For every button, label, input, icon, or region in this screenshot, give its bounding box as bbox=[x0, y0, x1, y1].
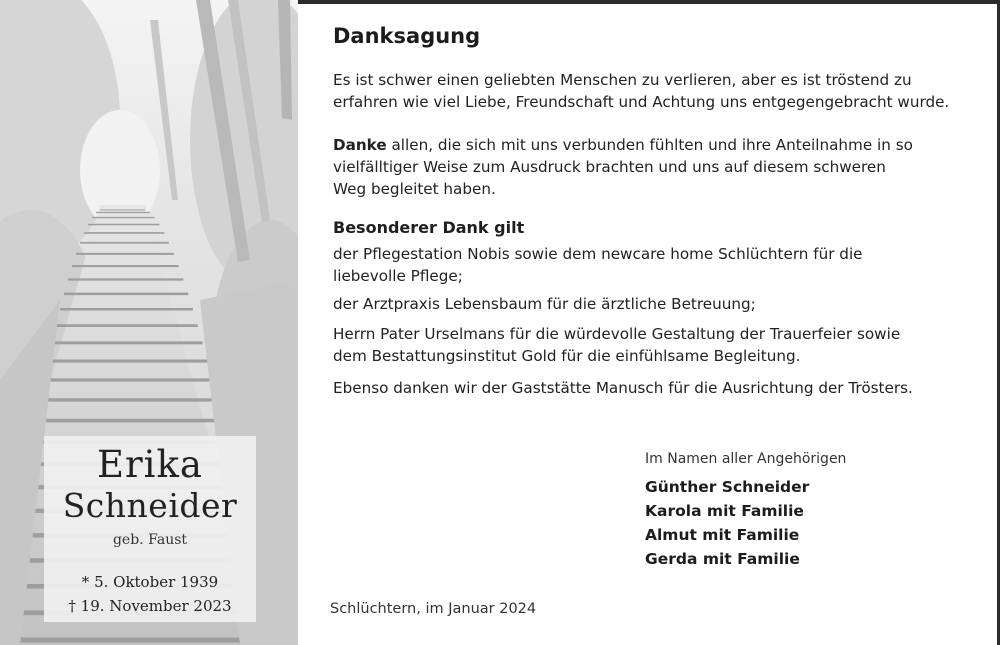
special-line-2: liebevolle Pflege; bbox=[333, 267, 463, 285]
special-line-3: der Arztpraxis Lebensbaum für die ärztliche Betreuung; bbox=[333, 295, 756, 313]
signoff-name-4: Gerda mit Familie bbox=[645, 550, 800, 568]
place-and-date: Schlüchtern, im Januar 2024 bbox=[330, 601, 537, 617]
special-thanks-heading: Besonderer Dank gilt bbox=[333, 218, 525, 237]
deceased-first-name: Erika bbox=[96, 443, 203, 486]
special-line-4: Herrn Pater Urselmans für die würdevolle Gestaltung der Trauerfeier sowie bbox=[333, 325, 901, 343]
deceased-maiden-name: geb. Faust bbox=[112, 532, 188, 548]
intro-line-2: erfahren wie viel Liebe, Freundschaft und Achtung uns entgegengebracht wurde. bbox=[333, 93, 950, 111]
name-plate bbox=[44, 436, 256, 622]
special-line-5: dem Bestattungsinstitut Gold für die einfühlsame Begleitung. bbox=[333, 347, 801, 365]
signoff-intro: Im Namen aller Angehörigen bbox=[645, 451, 847, 467]
forest-stairs-photo bbox=[0, 0, 298, 645]
death-date: † 19. November 2023 bbox=[68, 597, 232, 615]
thanks-line-2: vielfälltiger Weise zum Ausdruck brachten und uns auf diesem schweren bbox=[333, 158, 886, 176]
intro-line-1: Es ist schwer einen geliebten Menschen zu verlieren, aber es ist tröstend zu bbox=[333, 71, 912, 89]
thanks-bold-word: Danke bbox=[333, 136, 387, 154]
thanks-line-1-text: allen, die sich mit uns verbunden fühlten und ihre Anteilnahme in so bbox=[386, 136, 913, 154]
special-line-1: der Pflegestation Nobis sowie dem newcare home Schlüchtern für die bbox=[333, 245, 863, 263]
thanks-line-3: Weg begleitet haben. bbox=[333, 180, 496, 198]
signoff-block bbox=[645, 449, 846, 571]
deceased-last-name: Schneider bbox=[62, 486, 238, 525]
signoff-name-3: Almut mit Familie bbox=[645, 526, 800, 544]
signoff-name-1: Günther Schneider bbox=[645, 478, 810, 496]
birth-date: * 5. Oktober 1939 bbox=[81, 573, 219, 591]
special-line-6: Ebenso danken wir der Gaststätte Manusch für die Ausrichtung der Trösters. bbox=[333, 379, 913, 397]
signoff-name-2: Karola mit Familie bbox=[645, 502, 804, 520]
thanks-line-1 bbox=[333, 134, 913, 156]
notice-heading: Danksagung bbox=[333, 24, 481, 48]
